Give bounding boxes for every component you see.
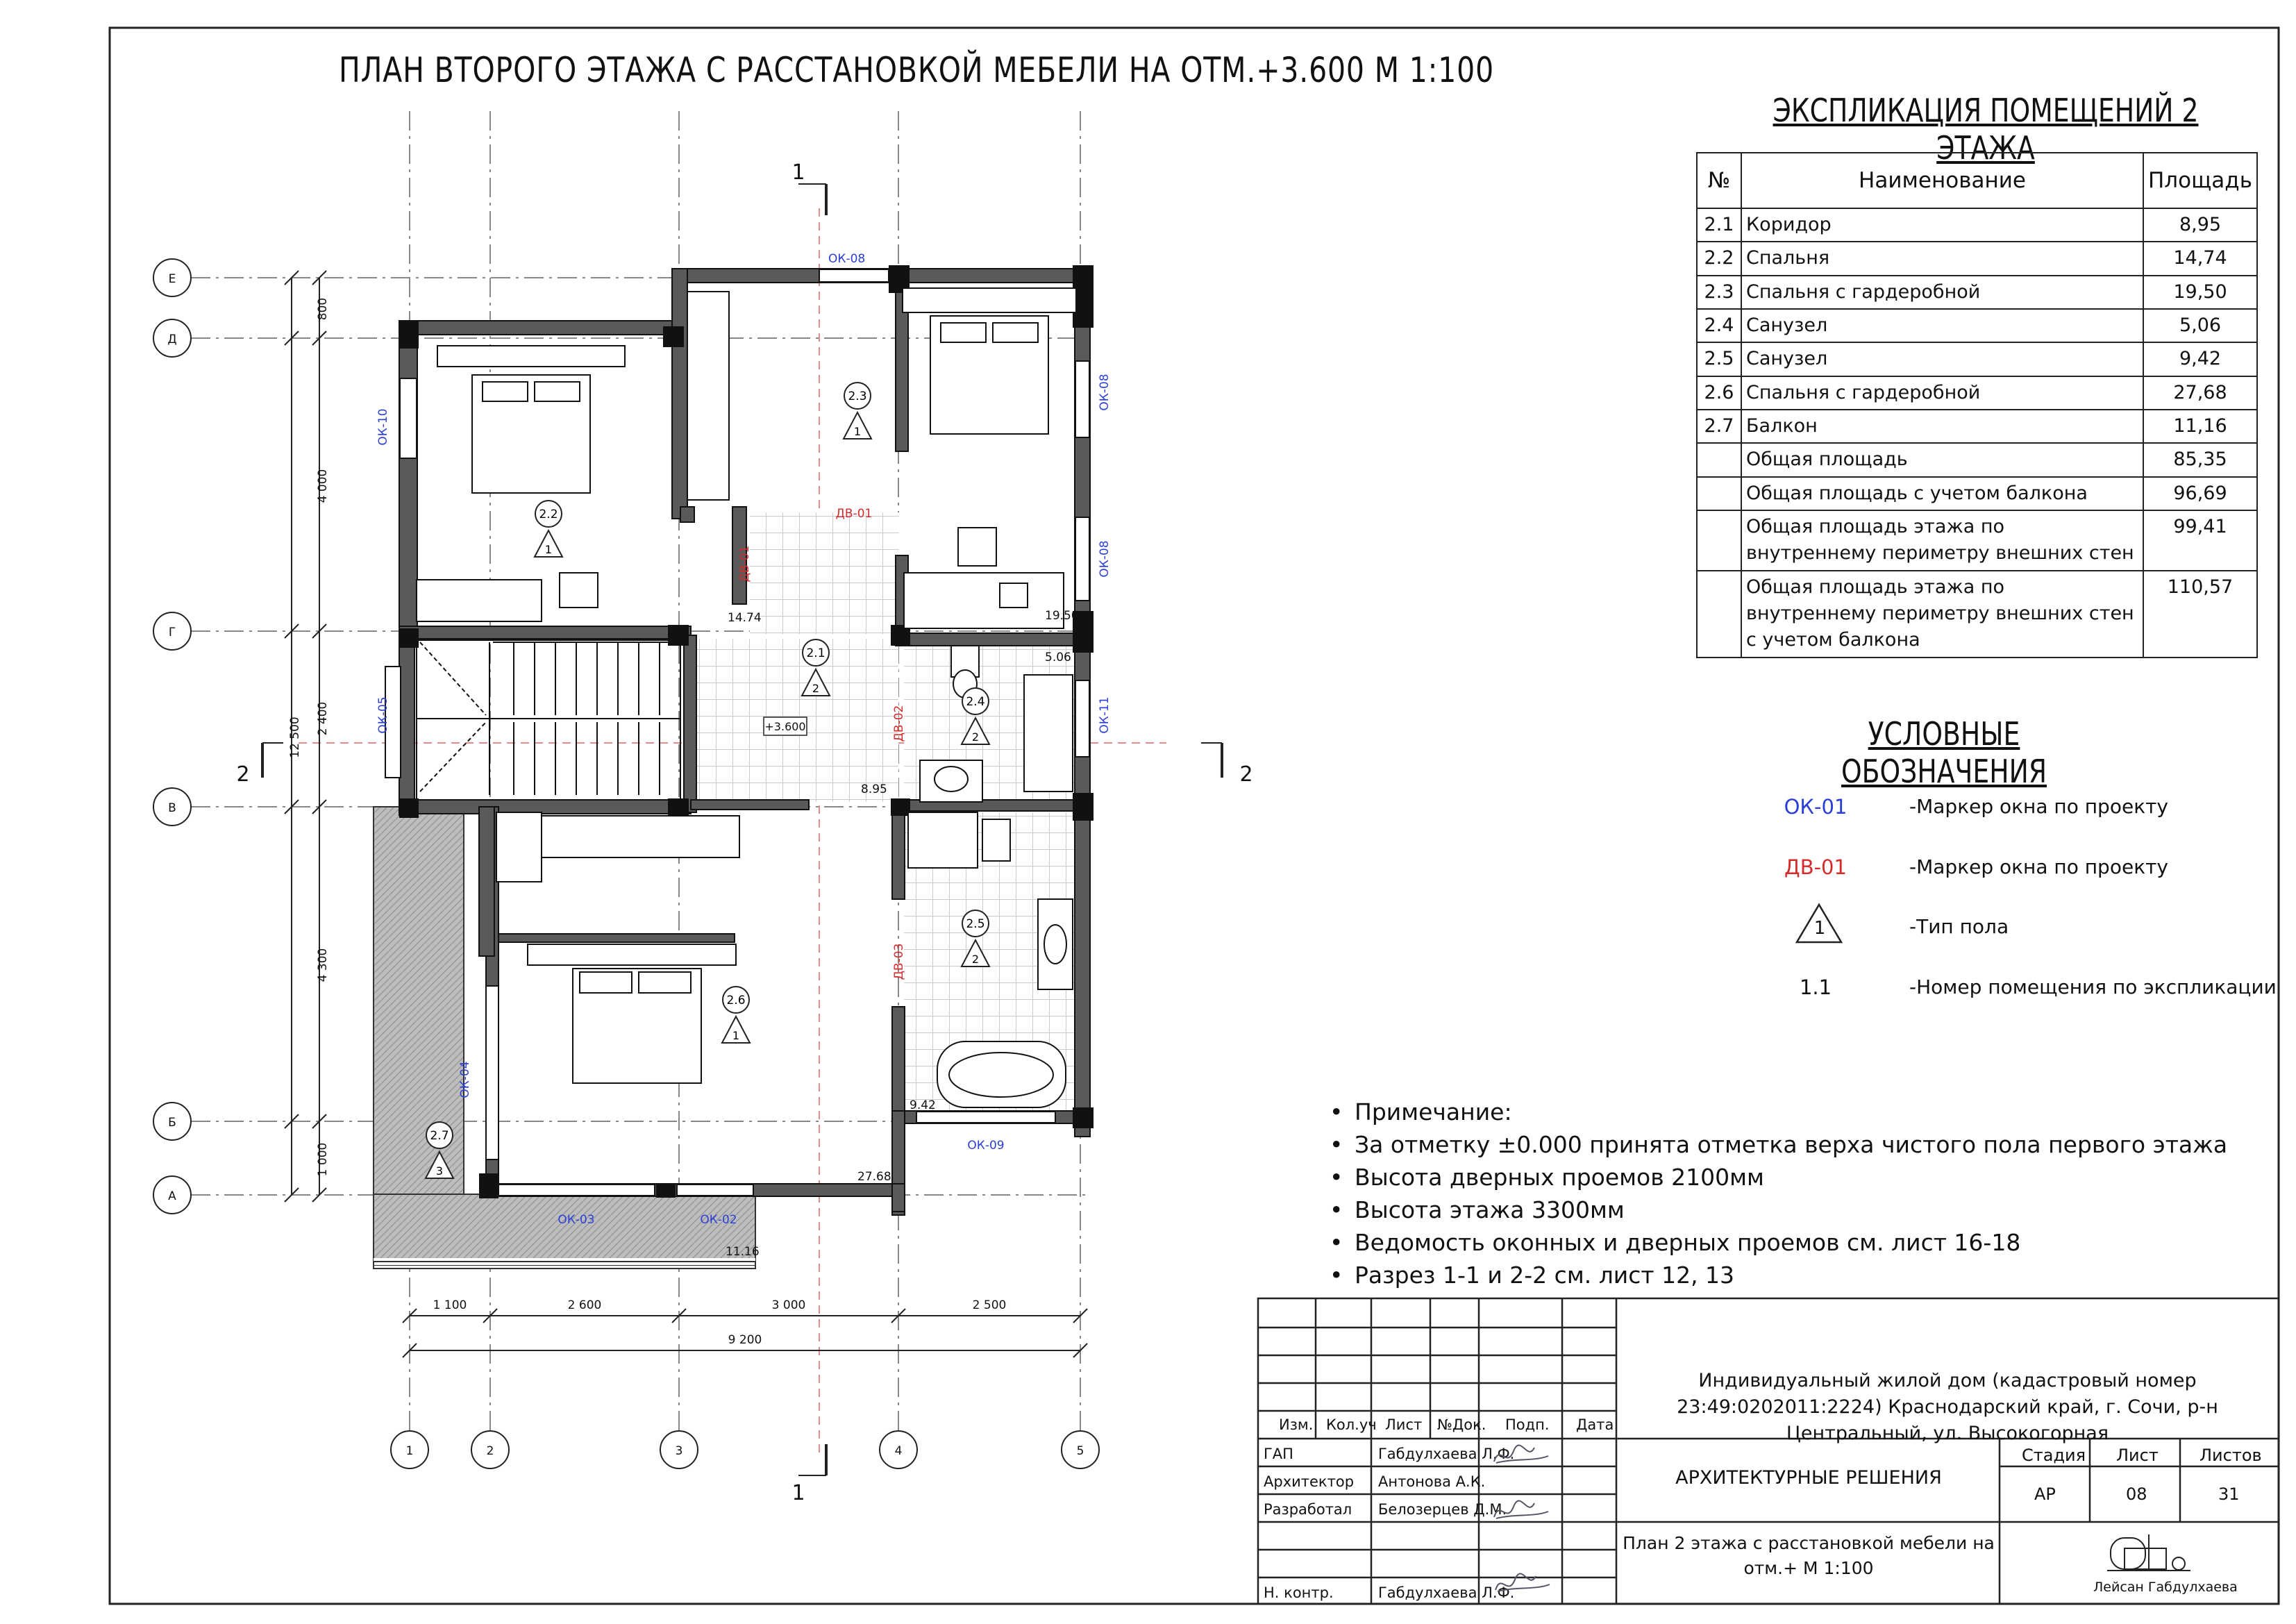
project-name: Индивидуальный жилой дом (кадастровый номер 23:49:0202011:2224) Краснодарский край, г. Сочи, р-н Центральный, ул. Высокогорная xyxy=(1677,1370,2218,1444)
dim-4300: 4 300 xyxy=(316,948,330,982)
room-number: 2.2 xyxy=(539,508,558,521)
section-1-bottom: 1 xyxy=(791,1481,805,1505)
area-2-5: 9.42 xyxy=(910,1098,936,1112)
room-number: 2.3 xyxy=(848,390,867,403)
explication-cell-n: 2.3 xyxy=(1697,276,1741,309)
axis-label-2: 2 xyxy=(486,1444,494,1458)
note-item: • Ведомость оконных и дверных проемов см. лист 16-18 xyxy=(1330,1229,2021,1256)
area-2-7: 11.16 xyxy=(726,1245,760,1259)
col-header-area: Площадь xyxy=(2143,153,2257,208)
explication-cell-area: 5,06 xyxy=(2143,309,2257,342)
explication-cell-name: Общая площадь с учетом балкона xyxy=(1741,477,2143,510)
explication-cell-area: 19,50 xyxy=(2143,276,2257,309)
sheet-value: 08 xyxy=(2126,1484,2147,1504)
col-header: Изм. xyxy=(1279,1416,1314,1433)
explication-cell-name: Спальня xyxy=(1741,242,2143,275)
window-mark: ОК-08 xyxy=(1098,540,1112,578)
stage-header: Стадия xyxy=(2022,1446,2086,1465)
axis-label-G: Г xyxy=(168,626,176,639)
legend-door-text: -Маркер окна по проекту xyxy=(1909,855,2168,878)
dim-total: 9 200 xyxy=(728,1333,762,1347)
explication-title: ЭКСПЛИКАЦИЯ ПОМЕЩЕНИЙ 2 ЭТАЖА xyxy=(1773,92,2199,167)
dim-2600: 2 600 xyxy=(567,1298,602,1312)
explication-cell-area: 9,42 xyxy=(2143,342,2257,376)
door-mark: ДВ-01 xyxy=(835,507,873,521)
area-2-4: 5.06 xyxy=(1045,651,1071,664)
explication-cell-area: 11,16 xyxy=(2143,410,2257,443)
dim-12500: 12 500 xyxy=(288,717,302,758)
window-mark: ОК-09 xyxy=(967,1139,1005,1153)
legend-door-mark: ДВ-01 xyxy=(1784,855,1847,879)
area-2-6: 27.68 xyxy=(857,1170,891,1184)
window-mark: ОК-10 xyxy=(376,408,390,446)
dim-1000: 1 000 xyxy=(316,1142,330,1177)
explication-cell-n: 2.1 xyxy=(1697,208,1741,242)
note-item: • За отметку ±0.000 принята отметка верха чистого пола первого этажа xyxy=(1330,1131,2228,1158)
room-number: 2.6 xyxy=(726,994,746,1007)
section-name: АРХИТЕКТУРНЫЕ РЕШЕНИЯ xyxy=(1675,1467,1942,1489)
door-mark: ДВ-02 xyxy=(892,705,906,742)
role-label: ГАП xyxy=(1264,1446,1293,1462)
explication-cell-name: Общая площадь этажа по внутреннему периметру внешних стен xyxy=(1741,510,2143,571)
door-mark: ДВ-03 xyxy=(892,943,906,980)
axis-label-B: Б xyxy=(168,1116,176,1130)
floor-type: 2 xyxy=(971,953,980,966)
floor-type: 1 xyxy=(853,425,862,438)
explication-cell-n: 2.5 xyxy=(1697,342,1741,376)
explication-cell-area: 99,41 xyxy=(2143,510,2257,571)
window-mark: ОК-02 xyxy=(700,1213,737,1227)
axis-label-3: 3 xyxy=(675,1444,683,1458)
floor-type: 1 xyxy=(732,1029,740,1042)
role-label: Разработал xyxy=(1264,1501,1352,1518)
col-header: Кол.уч xyxy=(1326,1416,1377,1433)
explication-cell-name: Балкон xyxy=(1741,410,2143,443)
explication-cell-area: 27,68 xyxy=(2143,376,2257,410)
dim-2400: 2 400 xyxy=(316,701,330,736)
role-label: Н. контр. xyxy=(1264,1584,1334,1601)
col-header-number: № xyxy=(1697,153,1741,208)
door-mark: ДВ-01 xyxy=(738,545,752,583)
window-mark: ОК-04 xyxy=(458,1061,472,1098)
window-mark: ОК-05 xyxy=(376,696,390,734)
explication-cell-n: 2.6 xyxy=(1697,376,1741,410)
col-header: Дата xyxy=(1576,1416,1614,1433)
note-item: • Высота этажа 3300мм xyxy=(1330,1196,1625,1223)
room-number: 2.5 xyxy=(966,917,985,931)
explication-cell-name: Санузел xyxy=(1741,309,2143,342)
window-mark: ОК-03 xyxy=(558,1213,595,1227)
window-mark: ОК-08 xyxy=(1098,374,1112,411)
col-header: Лист xyxy=(1385,1416,1423,1433)
explication-cell-name: Коридор xyxy=(1741,208,2143,242)
sheets-value: 31 xyxy=(2218,1484,2240,1504)
legend-room-mark: 1.1 xyxy=(1799,976,1832,999)
axis-label-A: А xyxy=(168,1189,176,1203)
notes-heading: • Примечание: xyxy=(1330,1098,1512,1125)
legend-window-text: -Маркер окна по проекту xyxy=(1909,795,2168,818)
legend-window-mark: ОК-01 xyxy=(1784,795,1847,819)
axis-label-5: 5 xyxy=(1076,1444,1084,1458)
explication-cell-area: 14,74 xyxy=(2143,242,2257,275)
explication-cell-name: Спальня с гардеробной xyxy=(1741,276,2143,309)
axis-label-4: 4 xyxy=(894,1444,903,1458)
signature-icon xyxy=(1486,1441,1555,1600)
room-number: 2.1 xyxy=(806,646,826,660)
explication-cell-name: Общая площадь xyxy=(1741,443,2143,476)
explication-cell-n: 2.7 xyxy=(1697,410,1741,443)
window-mark: ОК-08 xyxy=(828,252,866,266)
section-1-top: 1 xyxy=(791,160,805,185)
sheet-name: План 2 этажа с расстановкой мебели на отм.+ М 1:100 xyxy=(1623,1533,1995,1578)
axis-label-E: Е xyxy=(168,272,176,286)
note-item: • Высота дверных проемов 2100мм xyxy=(1330,1164,1764,1191)
col-header: №Док. xyxy=(1437,1416,1486,1433)
explication-cell-area: 8,95 xyxy=(2143,208,2257,242)
explication-cell-area: 110,57 xyxy=(2143,571,2257,658)
area-2-3: 19.50 xyxy=(1045,609,1079,623)
legend-floor-text: -Тип пола xyxy=(1909,915,2009,938)
legend-room-text: -Номер помещения по экспликации xyxy=(1909,976,2277,998)
axis-label-V: В xyxy=(168,801,176,815)
area-2-1: 8.95 xyxy=(861,782,887,796)
explication-cell-n: 2.4 xyxy=(1697,309,1741,342)
dim-800: 800 xyxy=(316,297,330,321)
floor-type: 3 xyxy=(435,1164,444,1178)
section-2-left: 2 xyxy=(236,762,250,787)
person-name: Белозерцев Д.М. xyxy=(1378,1501,1507,1518)
dim-2500: 2 500 xyxy=(972,1298,1007,1312)
author-name: Лейсан Габдулхаева xyxy=(2093,1580,2238,1595)
floor-type: 2 xyxy=(971,730,980,744)
sheet-title: ПЛАН ВТОРОГО ЭТАЖА С РАССТАНОВКОЙ МЕБЕЛИ НА ОТМ.+3.600 М 1:100 xyxy=(338,50,1495,90)
dim-4000: 4 000 xyxy=(316,469,330,503)
dim-3000: 3 000 xyxy=(771,1298,806,1312)
room-number: 2.4 xyxy=(966,695,985,709)
explication-cell-name: Спальня с гардеробной xyxy=(1741,376,2143,410)
dim-1100: 1 100 xyxy=(433,1298,467,1312)
person-name: Габдулхаева Л.Ф. xyxy=(1378,1584,1515,1601)
explication-cell-name: Санузел xyxy=(1741,342,2143,376)
window-mark: ОК-11 xyxy=(1098,696,1112,734)
role-label: Архитектор xyxy=(1264,1473,1355,1490)
room-number: 2.7 xyxy=(430,1129,449,1143)
person-name: Габдулхаева Л.Ф. xyxy=(1378,1446,1515,1462)
stage-value: АР xyxy=(2034,1484,2056,1504)
explication-cell-name: Общая площадь этажа по внутреннему периметру внешних стен с учетом балкона xyxy=(1741,571,2143,658)
explication-cell-n: 2.2 xyxy=(1697,242,1741,275)
col-header: Подп. xyxy=(1505,1416,1550,1433)
author-logo-icon xyxy=(2104,1527,2194,1580)
legend-floor-mark: 1 xyxy=(1813,918,1826,939)
person-name: Антонова А.К. xyxy=(1378,1473,1486,1490)
floor-type: 1 xyxy=(544,543,553,556)
explication-cell-area: 96,69 xyxy=(2143,477,2257,510)
sheet-header: Лист xyxy=(2116,1446,2159,1465)
note-item: • Разрез 1-1 и 2-2 см. лист 12, 13 xyxy=(1330,1262,1735,1289)
section-2-right: 2 xyxy=(1239,762,1253,787)
explication-cell-area: 85,35 xyxy=(2143,443,2257,476)
area-2-2: 14.74 xyxy=(728,611,762,625)
axis-label-1: 1 xyxy=(405,1444,414,1458)
legend-title: УСЛОВНЫЕ ОБОЗНАЧЕНИЯ xyxy=(1841,715,2047,790)
col-header-name: Наименование xyxy=(1741,153,2143,208)
sheets-header: Листов xyxy=(2199,1446,2262,1465)
floor-type: 2 xyxy=(812,682,820,695)
level-mark: +3.600 xyxy=(764,720,806,733)
axis-label-D: Д xyxy=(167,333,177,346)
